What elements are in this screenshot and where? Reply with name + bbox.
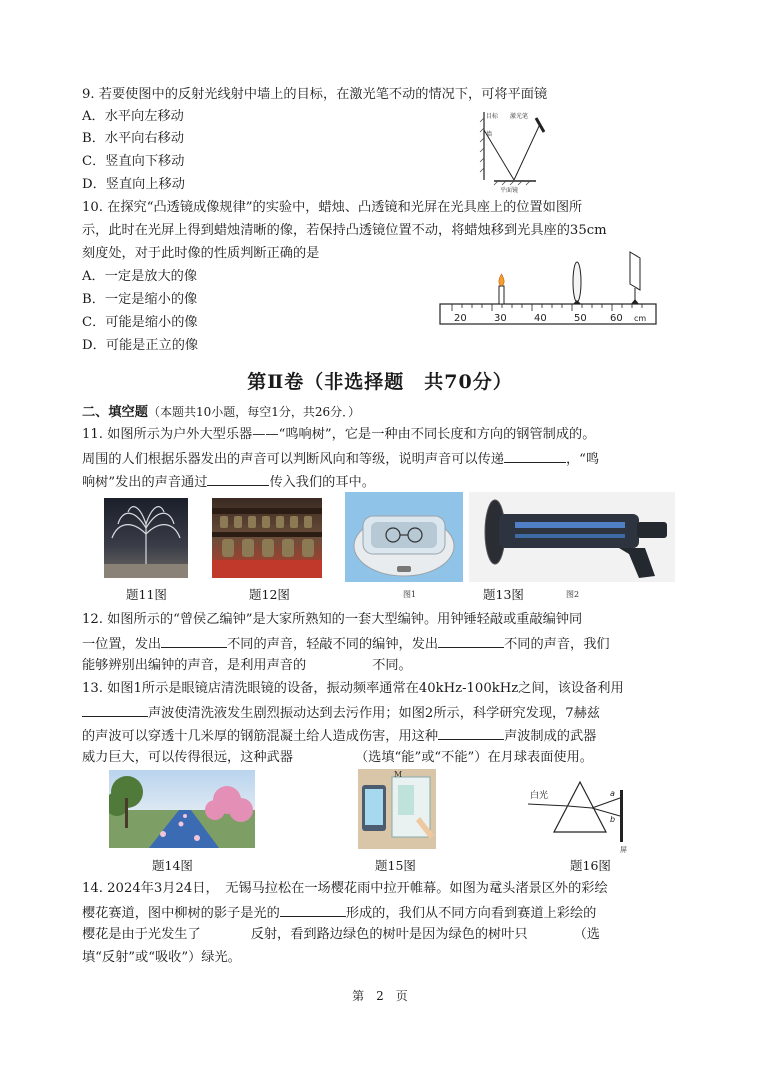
q13-line2-text: 声波使清洗液发生剧烈振动达到去污作用；如图2所示，科学研究发现，7赫兹 <box>148 706 600 721</box>
q9-stem: 9. 若要使图中的反射光线射中墙上的目标，在激光笔不动的情况下，可将平面镜 <box>82 87 548 102</box>
q13-fig1-tag: 图1 <box>403 590 417 599</box>
q9-option-c: C．竖直向下移动 <box>82 154 185 169</box>
q12-line2-text: 一位置，发出 <box>82 637 162 652</box>
q10-option-a: A．一定是放大的像 <box>82 269 198 284</box>
q14-line2-text: 樱花赛道，图中柳树的影子是光的 <box>82 906 280 921</box>
q10-option-b: B．一定是缩小的像 <box>82 292 198 307</box>
q13-line4-text: 威力巨大，可以传得很远，这种武器 <box>82 750 293 765</box>
q9-mirror-label: 平面镜 <box>500 187 519 194</box>
q13-line3-tail: 声波制成的武器 <box>504 729 597 744</box>
q13-blank-1[interactable] <box>82 702 148 717</box>
q12-line2-tail: 不同的声音，我们 <box>504 637 610 652</box>
q13-line2 <box>82 702 600 724</box>
q13-line3 <box>82 725 596 747</box>
q12-blank-2[interactable] <box>438 633 504 648</box>
q15-label-m: M <box>394 770 403 779</box>
q14-line3-text: 樱花是由于光发生了 <box>82 927 201 942</box>
section2-note: （本题共10小题，每空1分，共26分．） <box>147 405 361 419</box>
q9-wall-label: 墙 <box>486 131 493 138</box>
q15-figure-caption: 题15图 <box>375 858 416 873</box>
q14-figure-caption: 题14图 <box>152 858 193 873</box>
ruler-tick-50: 50 <box>574 313 587 324</box>
q12-blank-1[interactable] <box>161 633 227 648</box>
ruler-tick-60: 60 <box>610 313 623 324</box>
q11-line3-tail: 传入我们的耳中。 <box>269 475 375 490</box>
section2-title: 二、填空题 <box>82 405 148 420</box>
q9-mirror-diagram <box>474 108 554 194</box>
q12-line1: 12. 如图所示的“曾侯乙编钟”是大家所熟知的一套大型编钟。用钟锤轻敲或重敲编钟同 <box>82 612 583 627</box>
q16-label-a: a <box>610 789 615 798</box>
q10-stem-line3: 刻度处，对于此时像的性质判断正确的是 <box>82 246 320 261</box>
q12-figure-caption: 题12图 <box>249 587 290 602</box>
q9-option-d: D．竖直向上移动 <box>82 177 185 192</box>
part2-title: 第Ⅱ卷（非选择题 共70分） <box>247 371 513 393</box>
q12-bells-photo <box>212 498 322 578</box>
page-number: 第 2 页 <box>352 989 408 1003</box>
q13-line3-text: 的声波可以穿透十几米厚的钢筋混凝土给人造成伤害，用这种 <box>82 729 439 744</box>
q11-music-tree-photo <box>104 498 188 578</box>
q11-line1: 11. 如图所示为户外大型乐器——“鸣响树”，它是一种由不同长度和方向的钢管制成的。 <box>82 427 596 442</box>
q11-line2-tail: ，“鸣 <box>566 452 600 467</box>
q11-figure-caption: 题11图 <box>126 587 167 602</box>
q14-line1: 14. 2024年3月24日， 无锡马拉松在一场樱花雨中拉开帷幕。如图为鼋头渚景区外的彩绘 <box>82 881 608 896</box>
q14-line4: 填“反射”或“吸收”）绿光。 <box>82 950 241 965</box>
q9-option-a: A．水平向左移动 <box>82 109 184 124</box>
q14-line2-tail: 形成的，我们从不同方向看到赛道上彩绘的 <box>345 906 597 921</box>
q11-line3 <box>82 471 375 493</box>
q10-stem-line1: 10. 在探究“凸透镜成像规律”的实验中，蜡烛、凸透镜和光屏在光具座上的位置如图所 <box>82 200 583 215</box>
ruler-unit: cm <box>634 314 647 323</box>
ruler-tick-40: 40 <box>534 313 547 324</box>
q16-screen-label: 屏 <box>620 846 627 854</box>
q11-blank-2[interactable] <box>207 471 269 486</box>
q13-figure-caption: 题13图 <box>483 587 524 602</box>
q13-ultrasonic-cleaner-photo <box>345 492 463 582</box>
q14-line3 <box>82 925 600 945</box>
q11-blank-1[interactable] <box>504 448 566 463</box>
q12-line2-mid: 不同的声音，轻敲不同的编钟，发出 <box>227 637 439 652</box>
q13-sonic-weapon-photo <box>469 492 675 582</box>
q10-stem-line2: 示，此时在光屏上得到蜡烛清晰的像，若保持凸透镜位置不动，将蜡烛移到光具座的35cm <box>82 223 607 238</box>
q15-mirror-experiment-photo <box>358 769 436 849</box>
q9-target-label: 目标 <box>486 113 499 120</box>
q14-blank-1[interactable] <box>280 902 346 917</box>
q10-option-d: D．可能是正立的像 <box>82 338 199 353</box>
q13-line4 <box>82 748 593 768</box>
q12-line3 <box>82 656 412 676</box>
q12-line3-text: 能够辨别出编钟的声音，是利用声音的 <box>82 658 307 673</box>
q16-label-b: b <box>610 815 616 824</box>
q9-laser-label: 激光笔 <box>510 113 529 120</box>
q10-option-c: C．可能是缩小的像 <box>82 315 198 330</box>
q14-line3-mid: 反射，看到路边绿色的树叶是因为绿色的树叶只 <box>250 927 528 942</box>
q12-line2 <box>82 633 610 655</box>
q16-figure-caption: 题16图 <box>570 858 611 873</box>
q13-blank-2[interactable] <box>438 725 504 740</box>
q16-prism-diagram <box>524 776 634 856</box>
section2-heading <box>82 402 360 423</box>
q9-option-b: B．水平向右移动 <box>82 131 185 146</box>
q11-line2 <box>82 448 599 470</box>
q11-line3-text: 响树”发出的声音通过 <box>82 475 208 490</box>
q14-line2 <box>82 902 596 924</box>
q12-line3-tail: 不同。 <box>372 658 412 673</box>
ruler-tick-20: 20 <box>454 313 467 324</box>
q13-line1: 13. 如图1所示是眼镜店清洗眼镜的设备，振动频率通常在40kHz-100kHz之间，该设备利用 <box>82 681 624 696</box>
q14-line3-tail: （选 <box>573 927 600 942</box>
q11-line2-text: 周围的人们根据乐器发出的声音可以判断风向和等级，说明声音可以传递 <box>82 452 504 467</box>
q14-sakura-track-photo <box>109 770 255 848</box>
ruler-tick-30: 30 <box>494 313 507 324</box>
q13-line4-tail: （选填“能”或“不能”）在月球表面使用。 <box>355 750 593 765</box>
optical-bench-diagram <box>436 248 660 330</box>
q16-white-light-label: 白光 <box>530 791 549 801</box>
q13-fig2-tag: 图2 <box>566 590 580 599</box>
